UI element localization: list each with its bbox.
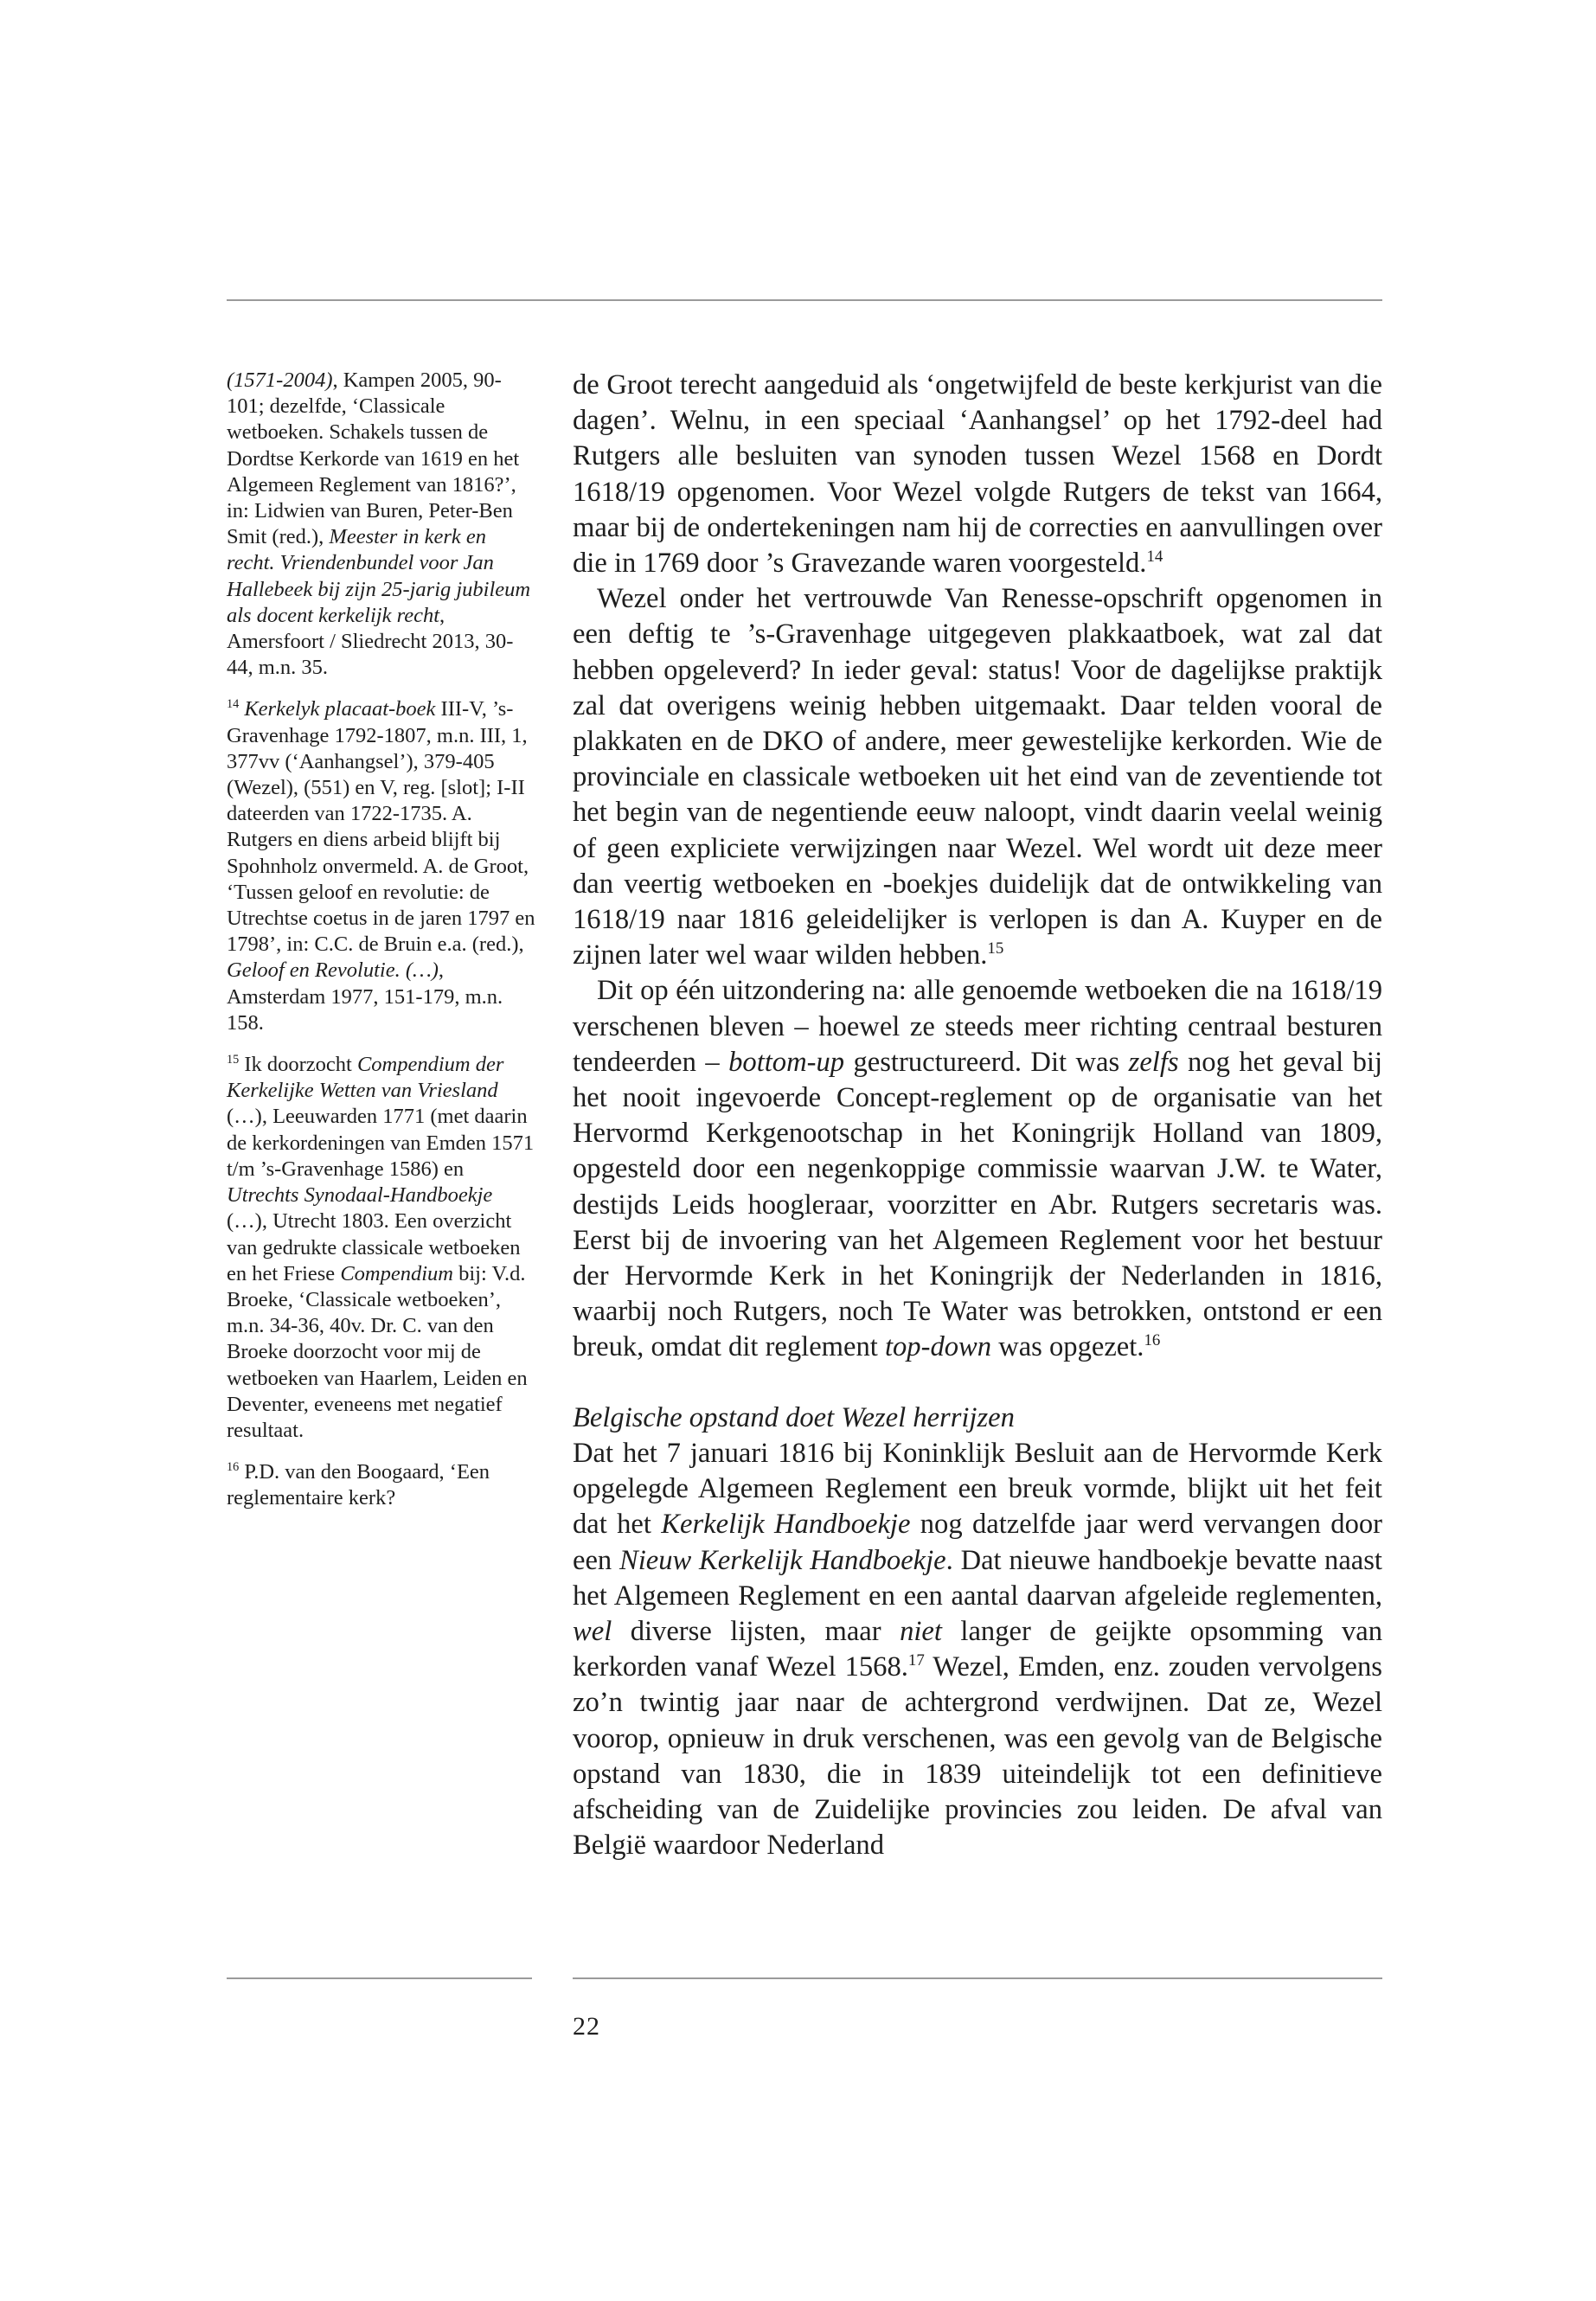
text-run: Dat het 7 januari 1816 bij Koninklijk Besluit aan de Hervormde Kerk opgelegde Algemeen Reglement een breuk vormde, blijkt uit het feit dat het: [573, 1437, 1382, 1541]
text-run: langer de geijkte opsomming van kerkorden vanaf Wezel 1568.: [573, 1615, 1382, 1683]
page-number: 22: [573, 2012, 600, 2041]
paragraph-para-4: [573, 1436, 1382, 1863]
italic-run: zelfs: [1128, 1046, 1179, 1078]
footnote-ref: 17: [907, 1650, 925, 1670]
paragraph-para-2: [573, 581, 1382, 973]
text-run: Dit op één uitzondering na: alle genoemde wetboeken die na 1618/19 verschenen bleven – hoewel ze steeds meer richting centraal besturen tendeerden –: [573, 975, 1382, 1078]
paragraph-para-3: [573, 973, 1382, 1365]
italic-run: (1571-2004): [227, 369, 333, 392]
footnote-column: [227, 368, 538, 1512]
text-run: III-V, ’s-Gravenhage 1792-1807, m.n. III, 1, 377vv (‘Aanhangsel’), 379-405 (Wezel), (551) en V, reg. [slot]; I-II dateerden van 1722-1735. A. Rutgers en diens arbeid blijft bij Spohnholz onvermeld. A. de Groot, ‘Tussen geloof en revolutie: de Utrechtse coetus in de jaren 1797 en 1798’, in: C.C. de Bruin e.a. (red.),: [227, 697, 535, 957]
italic-run: Compendium der Kerkelijke Wetten van Vriesland: [227, 1053, 504, 1103]
italic-run: Utrechts Synodaal-Handboekje: [227, 1183, 493, 1208]
text-run: , Kampen 2005, 90-101; dezelfde, ‘Classicale wetboeken. Schakels tussen de Dordtse Kerkorde van 1619 en het Algemeen Reglement van 1816?’, in: Lidwien van Buren, Peter-Ben Smit (red.),: [227, 369, 520, 549]
footnote-fn-13-cont: [227, 368, 538, 681]
text-run: Wezel onder het vertrouwde Van Renesse-opschrift opgenomen in een deftig te ’s-Gravenhage uitgegeven plakkaatboek, wat zal dat hebben opgeleverd? In ieder geval: status! Voor de dagelijkse praktijk zal dat overigens weinig hebben uitgemaakt. Daar telden vooral de plakkaten en de DKO of andere, meer gewestelijke kerkorden. Wie de provinciale en classicale wetboeken uit het eind van de zeventiende tot het begin van de negentiende eeuw naloopt, vindt daarin veelal weinig of geen expliciete verwijzingen naar Wezel. Wel wordt uit deze meer dan veertig wetboeken en -boekjes duidelijk dat de ontwikkeling van 1618/19 naar 1816 geleidelijker is verlopen is dan A. Kuyper en de zijnen later wel waar wilden hebben.: [573, 583, 1382, 971]
italic-run: niet: [900, 1615, 942, 1647]
main-bottom-rule: [573, 1977, 1382, 1979]
text-run: was opgezet.: [991, 1331, 1144, 1363]
italic-run: Meester in kerk en recht. Vriendenbundel voor Jan Hallebeek bij zijn 25-jarig jubileum als docent kerkelijk recht: [227, 525, 531, 627]
text-run: nog het geval bij het nooit ingevoerde Concept-reglement op de organisatie van het Hervormd Kerkgenootschap in het Koningrijk Holland van 1809, opgesteld door een negenkoppige commissie waarvan J.W. te Water, destijds Leids hoogleraar, voorzitter en Abr. Rutgers secretaris was. Eerst bij de invoering van het Algemeen Reglement voor het bestuur der Hervormde Kerk in het Koningrijk der Nederlanden in 1816, waarbij noch Rutgers, noch Te Water was betrokken, ontstond er een breuk, omdat dit reglement: [573, 1046, 1382, 1363]
header-rule: [227, 299, 1382, 301]
main-text-column: [573, 368, 1382, 1863]
text-run: Wezel, Emden, enz. zouden vervolgens zo’n twintig jaar naar de achtergrond verdwijnen. Dat ze, Wezel voorop, opnieuw in druk verschenen, was een gevolg van de Belgische opstand van 1830, die in 1839 uiteindelijk tot een definitieve afscheiding van de Zuidelijke provincies zou leiden. De afval van België waardoor Nederland: [573, 1651, 1382, 1862]
italic-run: Compendium: [340, 1261, 453, 1285]
paragraph-para-1: [573, 368, 1382, 581]
text-run: nog datzelfde jaar werd vervangen door een: [573, 1509, 1383, 1576]
italic-run: Nieuw Kerkelijk Handboekje: [619, 1544, 946, 1576]
italic-run: Belgische opstand doet Wezel herrijzen: [573, 1401, 1015, 1433]
text-run: (…), Utrecht 1803. Een overzicht van gedrukte classicale wetboeken en het Friese: [227, 1209, 521, 1285]
text-run: , Amersfoort / Sliedrecht 2013, 30-44, m.n. 35.: [227, 603, 514, 680]
footnote-ref: 14: [227, 697, 240, 712]
footnote-ref: 16: [227, 1459, 240, 1474]
text-run: P.D. van den Boogaard, ‘Een reglementaire kerk?: [227, 1460, 490, 1510]
footnote-ref: 15: [227, 1052, 240, 1067]
italic-run: Kerkelijk Handboekje: [661, 1509, 911, 1541]
italic-run: bottom-up: [728, 1046, 845, 1078]
italic-run: wel: [573, 1615, 612, 1647]
footnote-ref: 15: [987, 939, 1004, 958]
text-run: diverse lijsten, maar: [612, 1615, 901, 1647]
text-run: Ik doorzocht: [239, 1053, 357, 1077]
section-heading: [573, 1400, 1382, 1436]
italic-run: top-down: [884, 1331, 992, 1363]
italic-run: Kerkelyk placaat-boek: [244, 697, 436, 721]
text-run: gestructureerd. Dit was: [844, 1046, 1129, 1078]
text-run: , Amsterdam 1977, 151-179, m.n. 158.: [227, 958, 503, 1035]
text-run: (…), Leeuwarden 1771 (met daarin de kerkordeningen van Emden 1571 t/m ’s-Gravenhage 1586) en: [227, 1105, 535, 1181]
footnote-fn-14: [227, 696, 538, 1036]
footnote-bottom-rule: [227, 1977, 532, 1979]
text-run: . Dat nieuwe handboekje bevatte naast het Algemeen Reglement en een aantal daarvan afgeleide reglementen,: [573, 1544, 1382, 1612]
footnote-fn-15: [227, 1052, 538, 1444]
italic-run: Geloof en Revolutie. (…): [227, 958, 439, 983]
text-run: de Groot terecht aangeduid als ‘ongetwijfeld de beste kerkjurist van die dagen’. Welnu, in een speciaal ‘Aanhangsel’ op het 1792-deel had Rutgers alle besluiten van synoden tussen Wezel 1568 en Dordt 1618/19 opgenomen. Voor Wezel volgde Rutgers de tekst van 1664, maar bij de ondertekeningen nam hij de correcties en aanvullingen over die in 1769 door ’s Gravezande waren voorgesteld.: [573, 369, 1382, 580]
text-run: bij: V.d. Broeke, ‘Classicale wetboeken’, m.n. 34-36, 40v. Dr. C. van den Broeke doorzocht voor mij de wetboeken van Haarlem, Leiden en Deventer, eveneens met negatief resultaat.: [227, 1261, 528, 1442]
footnote-fn-16: [227, 1459, 538, 1511]
footnote-ref: 16: [1144, 1331, 1161, 1350]
footnote-ref: 14: [1146, 547, 1163, 566]
